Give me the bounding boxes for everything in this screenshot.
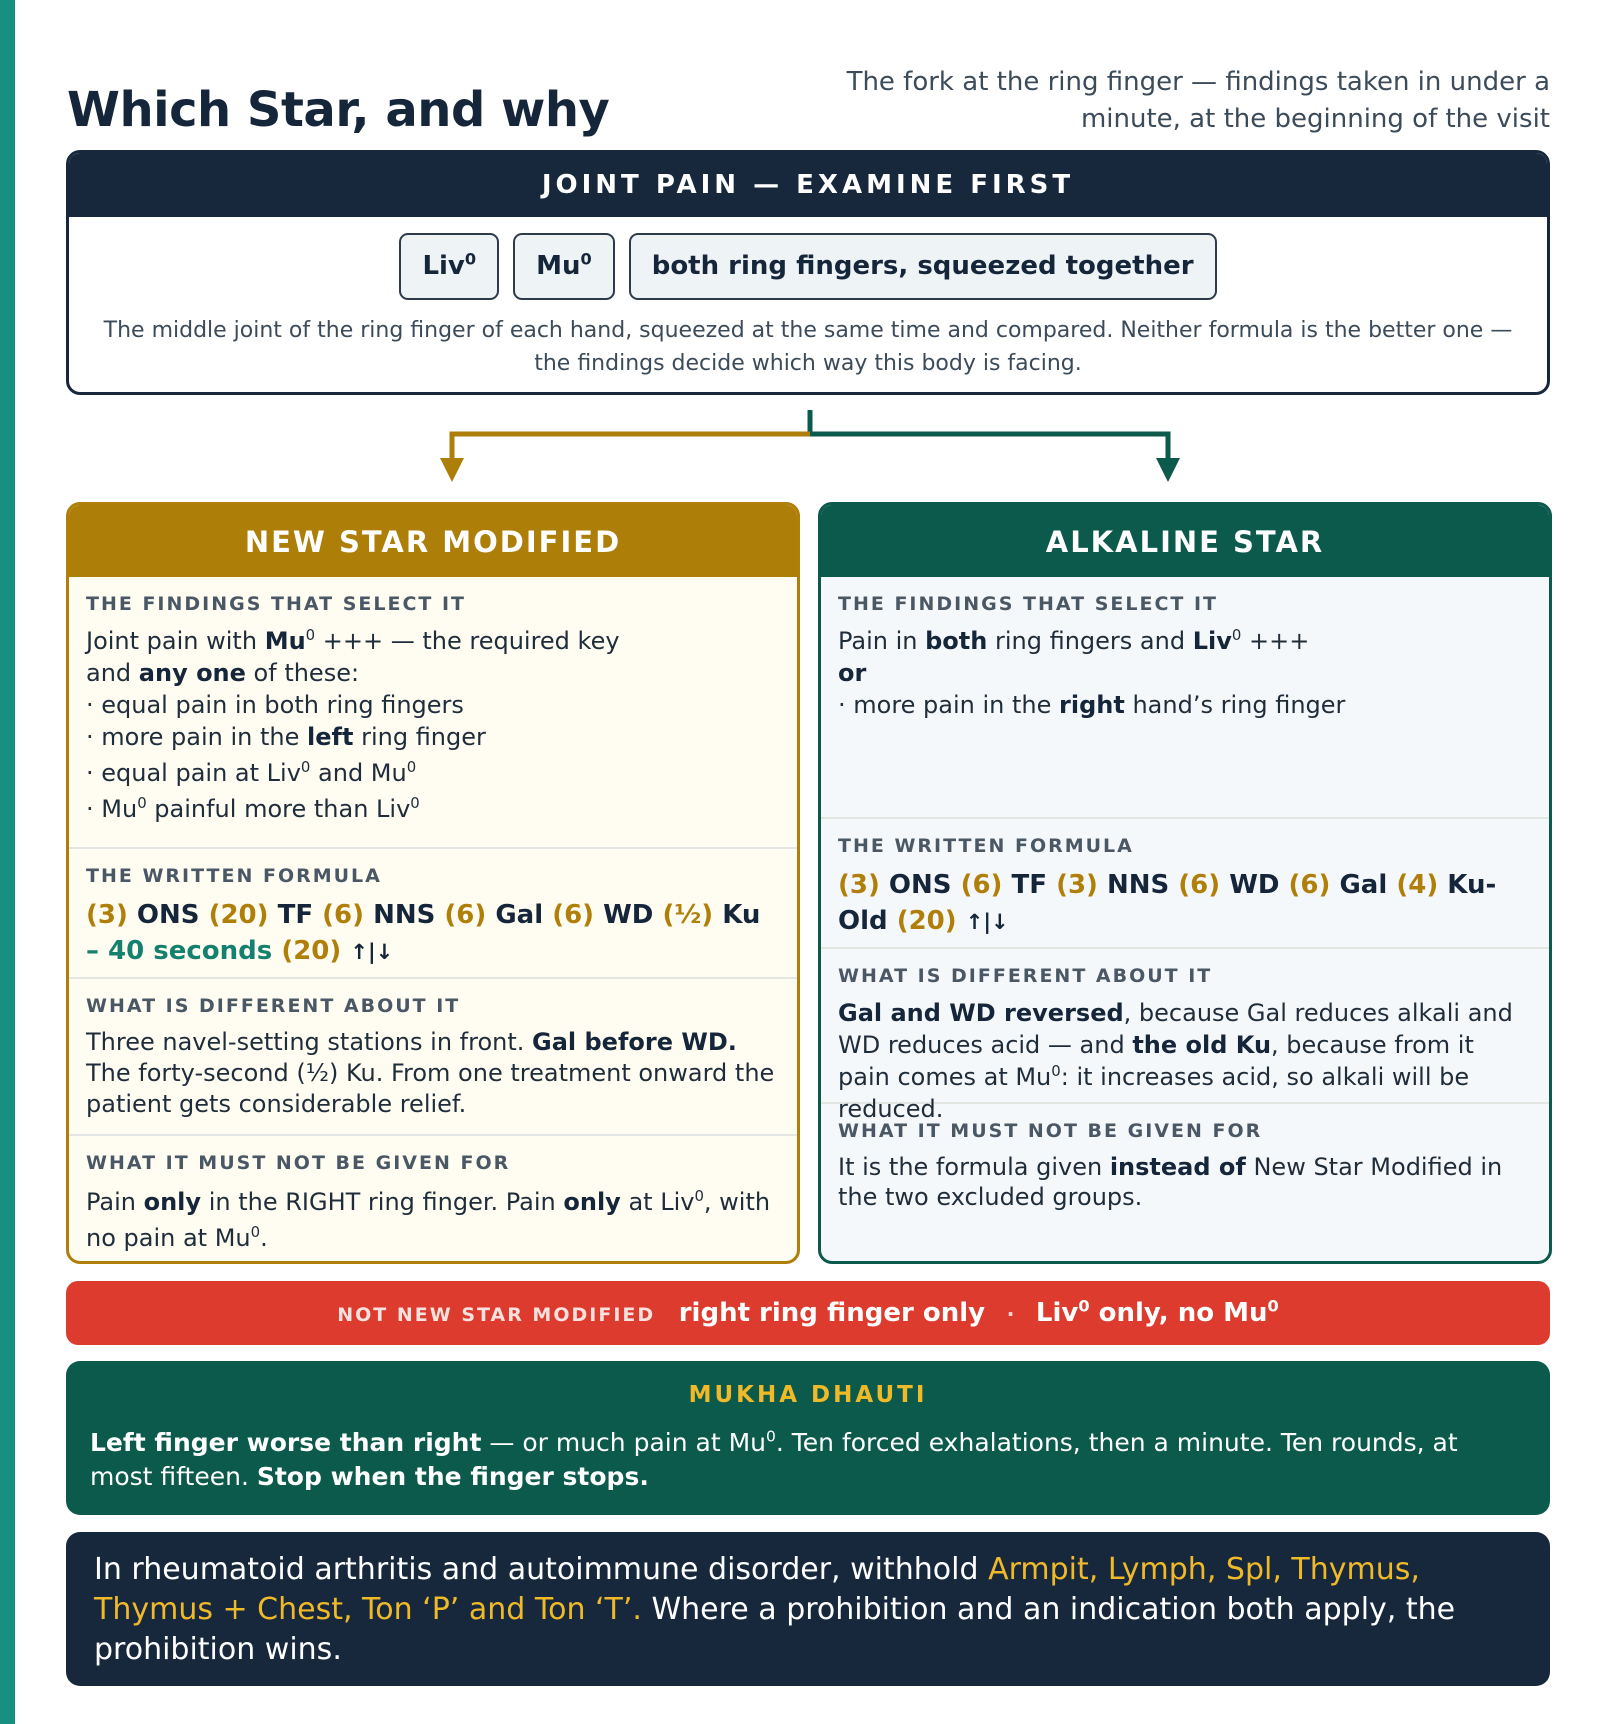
left-not-given-heading: WHAT IT MUST NOT BE GIVEN FOR (86, 1152, 511, 1174)
fork-branch-right (810, 434, 1168, 462)
not-new-star-modified-banner (66, 1281, 1550, 1345)
right-not-given-section (821, 1104, 1549, 1212)
right-different-section (821, 949, 1549, 1123)
right-different-heading: WHAT IS DIFFERENT ABOUT IT (838, 965, 1213, 987)
left-different-text: Three navel-setting stations in front. Gal before WD. The forty-second (½) Ku. From one treatment onward the patient gets considerable relief. (86, 1028, 775, 1118)
left-formula: (3) ONS (20) TF (6) NNS (6) Gal (6) WD (½) Ku – 40 seconds (20) ↑|↓ (86, 900, 761, 966)
fork-branch-left (452, 434, 810, 462)
left-not-given-text: Pain only in the RIGHT ring finger. Pain only at Liv$^0$, with no pain at Mu$^0$. (86, 1187, 771, 1252)
pill-mu: Mu$^0$ (513, 233, 615, 300)
fork-connector (0, 0, 1600, 500)
mukha-dhauti-card (66, 1361, 1550, 1515)
page-subtitle: The fork at the ring finger — findings taken in under a minute, at the beginning of the visit (846, 67, 1550, 134)
right-findings-heading: THE FINDINGS THAT SELECT IT (838, 593, 1219, 615)
left-different-heading: WHAT IS DIFFERENT ABOUT IT (86, 995, 461, 1017)
pill-liv: Liv$^0$ (399, 233, 499, 300)
arrow-head-left (440, 458, 464, 482)
not-banner-label: NOT NEW STAR MODIFIED (337, 1304, 656, 1326)
not-banner-item-2: Liv$^0$ only, no Mu$^0$ (1035, 1296, 1279, 1328)
left-findings-text: Joint pain with $Mu^0$ +++ — the required key and any one of these: · equal pain in both ring fingers · more pain in the left ring finger · equal pain at Liv$^0$ and $Mu^0$ · $Mu^0$ painful more than Liv$^0$ (86, 626, 620, 823)
not-banner-item-1: right ring finger only (678, 1298, 986, 1328)
right-formula: (3) ONS (6) TF (3) NNS (6) WD (6) Gal (4) Ku-Old (20) ↑|↓ (838, 870, 1497, 936)
left-different-section (69, 979, 797, 1136)
mukha-dhauti-heading: MUKHA DHAUTI (688, 1382, 928, 1408)
right-findings-section (821, 577, 1549, 819)
right-formula-heading: THE WRITTEN FORMULA (838, 835, 1134, 857)
mukha-dhauti-text: Left finger worse than right — or much pain at Mu$^0$. Ten forced exhalations, then a minute. Ten rounds, at most fifteen. Stop when the finger stops. (90, 1427, 1458, 1491)
new-star-modified-heading: NEW STAR MODIFIED (69, 505, 797, 577)
left-findings-section (69, 577, 797, 849)
alkaline-star-card (818, 502, 1552, 1264)
not-banner-separator: · (1006, 1302, 1015, 1326)
right-formula-section (821, 819, 1549, 949)
right-findings-text: Pain in both ring fingers and Liv$^0$ +++ or · more pain in the right hand’s ring finger (838, 626, 1346, 719)
left-formula-heading: THE WRITTEN FORMULA (86, 865, 382, 887)
page-title: Which Star, and why (67, 82, 610, 138)
new-star-modified-card (66, 502, 800, 1264)
joint-pain-description: The middle joint of the ring finger of each hand, squeezed at the same time and compared. Neither formula is the better one — the findings decide which way this body is facing. (103, 318, 1513, 376)
left-findings-heading: THE FINDINGS THAT SELECT IT (86, 593, 467, 615)
prohibition-footer: In rheumatoid arthritis and autoimmune disorder, withhold Armpit, Lymph, Spl, Thymus, Thymus + Chest, Ton ‘P’ and Ton ‘T’. Where a prohibition and an indication both apply, the prohibition wins. (66, 1532, 1550, 1686)
arrow-head-right (1156, 458, 1180, 482)
right-not-given-heading: WHAT IT MUST NOT BE GIVEN FOR (838, 1120, 1263, 1142)
left-not-given-section (69, 1136, 797, 1256)
joint-pain-heading: JOINT PAIN — EXAMINE FIRST (69, 153, 1547, 217)
pill-both-ring-fingers: both ring fingers, squeezed together (629, 233, 1217, 300)
left-formula-section (69, 849, 797, 979)
alkaline-star-heading: ALKALINE STAR (821, 505, 1549, 577)
right-different-text: Gal and WD reversed, because Gal reduces alkali and WD reduces acid — and the old Ku, because from it pain comes at Mu$^0$: it increases acid, so alkali will be reduced. (838, 999, 1513, 1123)
right-not-given-text: It is the formula given instead of New Star Modified in the two excluded groups. (838, 1153, 1503, 1211)
